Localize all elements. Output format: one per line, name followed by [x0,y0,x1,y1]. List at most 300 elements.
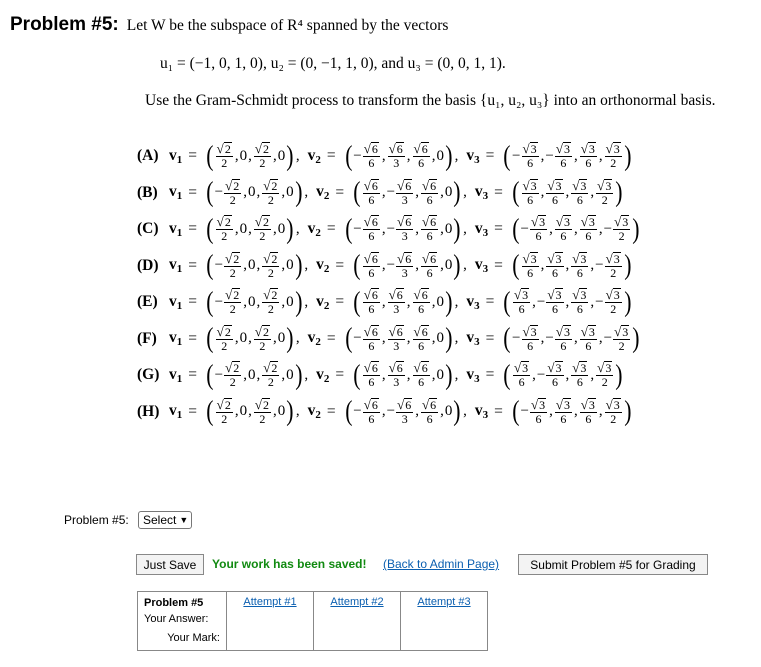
radicand: 2 [271,178,278,193]
fraction-denominator: 6 [368,375,375,390]
square-root [364,215,379,228]
fraction-numerator [262,361,279,376]
radical-icon: √ [363,396,371,412]
vector-component [253,398,272,426]
right-paren: ) [623,139,632,172]
choice-row [137,321,641,358]
left-paren: ( [353,176,361,209]
admin-page-link[interactable]: (Back to Admin Page) [383,557,500,571]
comma: , [431,330,436,347]
radical-icon: √ [605,141,613,157]
minus-sign: − [545,330,554,347]
vector-component [248,294,256,311]
fraction [571,288,588,316]
component-value: 0 [248,184,256,201]
comma: , [256,366,261,383]
comma: , [454,147,459,164]
radical-icon: √ [413,141,421,157]
submit-button[interactable]: Submit Problem #5 for Grading [518,554,708,575]
vector-component [412,325,431,353]
radicand: 3 [580,288,587,303]
radical-icon: √ [555,214,563,230]
fraction [613,215,630,243]
radicand: 2 [224,215,231,230]
minus-sign: − [536,293,546,310]
right-paren: ) [453,395,461,428]
comma: , [463,220,467,237]
fraction-denominator: 6 [585,229,592,244]
fraction-denominator: 2 [610,302,617,317]
fraction-numerator [421,215,438,230]
vector-component [215,325,234,353]
vector-component [436,330,444,347]
vector-name: $v_3$ [474,219,489,239]
vector-component [387,398,415,426]
fraction-denominator: 2 [229,265,236,280]
fraction-numerator [522,142,539,157]
square-root [255,142,270,155]
comma: , [598,330,603,347]
vector-subscript: 3 [482,263,489,276]
vector-component [261,252,280,280]
fraction [254,325,271,353]
fraction-numerator [513,288,530,303]
radical-icon: √ [572,177,580,193]
fraction [571,252,588,280]
fraction-denominator: 3 [393,302,400,317]
fraction-numerator [421,252,438,267]
just-save-button[interactable]: Just Save [136,554,204,575]
radicand: 6 [371,178,378,193]
comma: , [295,403,300,420]
fraction [396,215,413,243]
square-root [255,215,270,228]
comma: , [454,293,459,310]
fraction-numerator [596,179,613,194]
fraction-denominator: 6 [426,229,433,244]
fraction [396,398,413,426]
fraction [421,215,438,243]
vector-component [353,142,381,170]
fraction-numerator [396,398,413,413]
fraction-numerator [363,252,380,267]
vector-component [248,257,256,274]
comma: , [549,220,553,237]
choice-letter: (G) [137,366,160,384]
vector [205,178,303,207]
comma: , [281,184,286,201]
fraction-numerator [254,325,271,340]
radical-icon: √ [522,323,530,339]
answer-select[interactable] [138,511,192,529]
fraction-numerator [388,288,405,303]
fraction [605,398,622,426]
right-paren: ) [632,322,640,355]
fraction-denominator: 2 [267,192,274,207]
comma: , [281,366,286,383]
radical-icon: √ [555,141,563,157]
fraction [254,398,271,426]
fraction-denominator: 3 [393,375,400,390]
fraction-numerator [555,215,572,230]
radical-icon: √ [580,323,588,339]
equals-sign: = [326,329,336,347]
vector-component [286,257,294,274]
radicand: 3 [530,251,537,266]
radicand: 2 [262,215,269,230]
attempt-3-link[interactable]: Attempt #3 [417,596,471,608]
vector-component [253,142,272,170]
vector-component [445,221,453,238]
square-root [397,215,412,228]
fraction [388,325,405,353]
comma: , [248,220,252,237]
fraction-numerator [262,179,279,194]
radical-icon: √ [597,360,605,376]
vector-component [512,361,531,389]
radicand: 3 [522,361,529,376]
component-value: 0 [436,147,444,164]
minus-sign: − [512,330,521,347]
fraction-denominator: 6 [418,338,425,353]
fraction-numerator [421,179,438,194]
vector-component [512,142,540,170]
comma: , [248,147,252,164]
radicand: 3 [539,215,546,230]
comma: , [272,220,277,237]
comma: , [532,293,536,310]
left-paren: ( [353,285,361,318]
attempt-2-link[interactable]: Attempt #2 [330,596,384,608]
choice-row [137,211,641,248]
square-root [414,361,429,374]
fraction [363,215,380,243]
fraction-numerator [224,252,241,267]
fraction-numerator [530,215,547,230]
left-paren: ( [206,322,214,355]
square-root [389,142,404,155]
vector-component [570,252,589,280]
fraction-numerator [613,215,630,230]
vector-component [215,361,243,389]
minus-sign: − [595,257,604,274]
right-paren: ) [445,322,453,355]
vector [205,324,295,353]
radical-icon: √ [388,360,396,376]
vector-subscript: 3 [482,190,489,203]
vector-name: $v_3$ [466,329,480,349]
radical-icon: √ [614,323,622,339]
fraction-numerator [555,325,572,340]
fraction-numerator [396,252,413,267]
radical-icon: √ [605,396,613,412]
vector-component [595,361,614,389]
radical-icon: √ [514,287,522,303]
comma: , [234,403,239,420]
minus-sign: − [214,257,224,274]
radical-icon: √ [254,141,262,157]
vector-subscript: 2 [315,153,321,166]
fraction-denominator: 6 [551,375,558,390]
fraction-numerator [254,398,271,413]
vector-name: $v_2$ [307,329,321,349]
comma: , [272,403,277,420]
vector-component [545,325,573,353]
vector-component [436,148,444,165]
fraction-numerator [224,361,241,376]
vector [502,139,632,172]
fraction-denominator: 6 [368,192,375,207]
choice-letter: (C) [137,220,159,238]
fraction-denominator: 6 [576,192,583,207]
radicand: 3 [588,324,595,339]
vector-component [595,288,623,316]
attempt-1-cell [227,592,314,651]
comma: , [304,257,309,274]
component-value: 0 [444,184,453,201]
comma: , [381,403,386,420]
vector-name: $v_3$ [474,183,489,203]
radical-icon: √ [530,396,539,412]
square-root [547,361,562,374]
comma: , [243,257,248,274]
fraction-denominator: 2 [618,229,625,244]
fraction [580,142,597,170]
fraction-numerator [388,325,405,340]
minus-sign: − [536,366,546,383]
radicand: 6 [430,178,437,193]
vector-subscript: 2 [315,409,321,422]
fraction-denominator: 3 [401,265,408,280]
vector-component [215,252,243,280]
vector-component [278,403,286,420]
fraction-denominator: 6 [368,229,375,244]
comma: , [381,220,386,237]
vector [352,178,462,207]
comma: , [304,184,309,201]
fraction-denominator: 2 [267,375,274,390]
vector-subscript: 2 [315,226,321,239]
right-paren: ) [623,395,632,428]
right-paren: ) [623,285,632,318]
equals-sign: = [485,293,495,311]
radical-icon: √ [413,323,421,339]
instruction-text: Use the Gram-Schmidt process to transform the basis {u₁, u₂, u₃} into an orthonormal basis. [145,92,716,109]
vector-component [286,367,294,384]
comma: , [406,147,411,164]
component-value: 0 [248,257,256,274]
fraction [421,398,438,426]
vector [511,251,633,280]
fraction [396,252,413,280]
vector-component [412,288,431,316]
fraction-numerator [224,179,241,194]
vector-component [545,142,573,170]
vector-component [261,179,280,207]
equals-sign: = [485,329,495,347]
radical-icon: √ [216,141,224,157]
component-value: 0 [436,330,444,347]
fraction-denominator: 6 [527,192,534,207]
left-paren: ( [503,322,511,355]
comma: , [574,330,578,347]
fraction [363,252,380,280]
radicand: 3 [588,397,595,412]
equals-sign: = [335,256,345,274]
comma: , [295,220,300,237]
vector-name: $v_1$ [169,146,183,166]
fraction-numerator [216,398,233,413]
fraction-numerator [530,398,547,413]
radicand: 2 [224,324,231,339]
square-root [263,361,278,374]
radical-icon: √ [263,177,271,193]
fraction [363,288,380,316]
radicand: 2 [224,142,231,157]
comma: , [440,184,444,201]
radical-icon: √ [388,287,396,303]
problem-intro: Let W be the subspace of R⁴ spanned by the vectors [126,17,449,34]
component-value: 0 [436,293,444,310]
vector-component [512,288,531,316]
fraction-denominator: 2 [229,302,236,317]
fraction [388,361,405,389]
vector-subscript: 2 [323,190,330,203]
minus-sign: − [353,330,362,347]
radicand: 2 [224,397,231,412]
comma: , [281,257,286,274]
vector [352,358,454,391]
fraction-numerator [596,361,613,376]
square-root [572,288,587,301]
attempt-1-link[interactable]: Attempt #1 [243,596,297,608]
minus-sign: − [386,257,396,274]
radicand: 3 [530,178,537,193]
vector-subscript: 3 [474,299,480,312]
radical-icon: √ [605,287,613,303]
square-root [597,361,612,374]
comma: , [415,220,420,237]
equals-sign: = [188,220,197,238]
fraction [530,398,547,426]
radicand: 6 [396,361,403,376]
basis-vectors: u₁ = (−1, 0, 1, 0), u₂ = (0, −1, 1, 0), and u₃ = (0, 0, 1, 1). [160,55,506,72]
fraction [546,252,563,280]
square-root [422,252,437,265]
radicand: 3 [580,361,587,376]
vector-subscript: 3 [482,409,489,422]
vector [205,285,303,318]
fraction-numerator [580,215,597,230]
radicand: 6 [396,288,403,303]
fraction-numerator [413,142,430,157]
radical-icon: √ [216,396,224,412]
square-root [581,215,596,228]
vector [205,397,295,426]
fraction-numerator [396,215,413,230]
radical-icon: √ [547,360,555,376]
minus-sign: − [520,220,529,237]
vector-component [278,148,286,165]
radical-icon: √ [225,177,233,193]
square-root [217,142,232,155]
fraction [605,142,622,170]
vector [511,178,624,207]
vector [205,139,295,172]
fraction-numerator [571,179,588,194]
radicand: 3 [588,142,595,157]
choice-row [137,284,641,321]
radicand: 3 [613,142,620,157]
vector-component [537,361,565,389]
square-root [225,179,240,192]
vector [344,139,454,172]
fraction [216,142,233,170]
radicand: 3 [555,361,562,376]
square-root [581,398,596,411]
square-root [414,142,429,155]
vector-component [248,367,256,384]
square-root [606,398,621,411]
equals-sign: = [188,366,197,384]
comma: , [440,403,444,420]
fraction-numerator [546,179,563,194]
fraction-denominator: 6 [560,338,567,353]
left-paren: ( [344,139,353,172]
fraction-denominator: 2 [618,338,625,353]
vector [344,324,454,353]
radical-icon: √ [397,396,405,412]
fraction [596,179,613,207]
saved-message: Your work has been saved! [212,557,367,571]
vector-component [604,398,623,426]
radicand: 3 [622,324,629,339]
component-value: 0 [239,330,248,347]
square-root [523,325,538,338]
fraction-numerator [605,288,622,303]
radical-icon: √ [614,214,622,230]
vector-name: $v_2$ [316,256,330,276]
vector-name: $v_2$ [307,402,321,422]
square-root [531,215,546,228]
fraction [421,252,438,280]
vector-name: $v_1$ [169,256,183,276]
radicand: 3 [605,361,612,376]
fraction [254,215,271,243]
comma: , [272,147,277,164]
radical-icon: √ [422,250,430,266]
square-root [556,325,571,338]
radicand: 2 [271,288,278,303]
fraction [596,361,613,389]
answer-choices [137,138,641,430]
choice-row [137,138,641,175]
radical-icon: √ [263,360,271,376]
right-paren: ) [294,176,303,209]
square-root [547,179,562,192]
component-value: 0 [239,220,248,237]
fraction-denominator: 2 [221,338,228,353]
equals-sign: = [188,183,197,201]
radical-icon: √ [572,360,580,376]
square-root [263,179,278,192]
right-paren: ) [294,249,303,282]
radicand: 3 [530,142,537,157]
vector-component [545,179,564,207]
comma: , [256,293,261,310]
fraction-denominator: 6 [560,229,567,244]
comma: , [540,184,545,201]
